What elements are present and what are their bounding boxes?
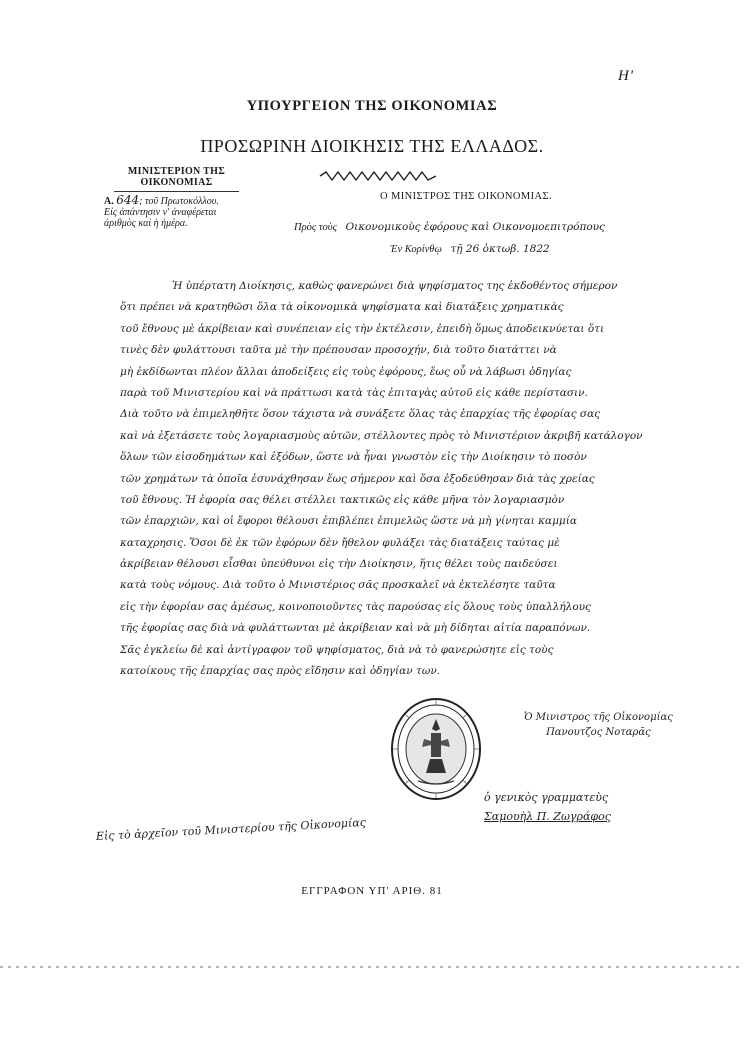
date-handwritten: τῇ 26 ὀκτωβ. 1822 xyxy=(450,243,550,255)
marginal-archive-note: Εἰς τὸ ἀρχεῖον τοῦ Μινιστερίου τῆς Οἰκονομίας xyxy=(95,815,367,843)
official-seal xyxy=(388,695,484,803)
document-caption: ΕΓΓΡΑΦΟΝ ΥΠ' ΑΡΙΘ. 81 xyxy=(301,885,443,897)
minister-heading: Ο ΜΙΝΙΣΤΡΟΣ ΤΗΣ ΟΙΚΟΝΟΜΙΑΣ. xyxy=(380,191,552,202)
reply-note-line-1: Εἰς ἀπάντησιν ν' ἀναφέρεται xyxy=(104,207,217,218)
ministry-stamp-block xyxy=(104,166,249,229)
ministry-header: ΥΠΟΥΡΓΕΙΟΝ ΤΗΣ ΟΙΚΟΝΟΜΙΑΣ xyxy=(246,98,498,114)
title-ornament-divider xyxy=(318,170,438,182)
addressee-line xyxy=(294,221,654,233)
letter-line: καὶ νὰ ἐξετάσετε τοὺς λογαριασμοὺς αὐτῶν, στέλλοντες πρὸς τὸ Μινιστέριον ἀκριβῆ κατάλογον xyxy=(120,429,643,442)
letter-line: Ἡ ὑπέρτατη Διοίκησις, καθὼς φανερώνει διὰ ψηφίσματος της ἐκδοθέντος σήμερον xyxy=(172,280,618,292)
page-edge-dashes xyxy=(0,965,744,969)
addressee-handwritten: Οικονομικοὺς ἐφόρους καὶ Οικονομοεπιτρόπους xyxy=(345,221,605,233)
letter-line: ὅτι πρέπει νὰ κρατηθῶσι ὅλα τὰ οἰκονομικὰ ψηφίσματα καὶ διατάξεις χρηματικὰς xyxy=(120,301,564,314)
closing-block xyxy=(524,710,673,740)
secretary-signature xyxy=(484,788,611,826)
protocol-number-label: Α. xyxy=(104,196,114,207)
letter-line: κατοίκους τῆς ἐπαρχίας σας πρὸς εἴδησιν καὶ ὁδηγίαν των. xyxy=(120,665,441,678)
page-number: Η' xyxy=(617,68,634,84)
signature-title: ὁ γενικὸς γραμματεὺς xyxy=(484,791,609,804)
letter-line: καταχρησις. Ὅσοι δὲ ἐκ τῶν ἐφόρων δὲν ἤθελον φυλάξει τὰς διατάξεις ταύτας μὲ xyxy=(120,536,560,549)
stamp-ministry-line-2: ΟΙΚΟΝΟΜΙΑΣ xyxy=(140,177,213,188)
protocol-number-row xyxy=(104,195,249,207)
letter-line: τινὲς δὲν φυλάττουσι ταῦτα μὲ τὴν πρέπουσαν προσοχήν, διὰ τοῦτο διατάττει νὰ xyxy=(120,344,557,357)
letter-line: τῆς ἐφορίας σας διὰ νὰ φυλάττωνται μὲ ἀκρίβειαν καὶ νὰ μὴ δίδηται αἰτία παραπόνων. xyxy=(120,622,591,635)
place-label: Ἐν Κορίνθῳ xyxy=(390,244,442,255)
protocol-number-value: 644 xyxy=(116,193,140,207)
letter-line: Σᾶς ἐγκλείω δὲ καὶ ἀντίγραφον τοῦ ψηφίσματος, διὰ νὰ τὸ φανερώσητε εἰς τοὺς xyxy=(120,643,554,656)
signature-name: Σαμουὴλ Π. Ζωγράφος xyxy=(484,810,611,823)
letter-line: Διὰ τοῦτο νὰ ἐπιμεληθῆτε ὅσον τάχιστα νὰ συνάξετε ὅλας τὰς ἐπαρχίας τῆς ἐφορίας σας xyxy=(120,408,601,421)
letter-line: μὴ ἐκδίδωνται πλέον ἄλλαι ἀποδείξεις εἰς τοὺς ἐφόρους, ἕως οὗ νὰ λάβωσι ὁδηγίας xyxy=(120,365,572,378)
dateline xyxy=(390,243,550,255)
stamp-divider xyxy=(114,191,239,192)
letter-line: τοῦ ἔθνους. Ἡ ἐφορία σας θέλει στέλλει τακτικῶς εἰς κάθε μῆνα τὸν λογαριασμὸν xyxy=(120,493,565,506)
addressee-label: Πρὸς τοὺς xyxy=(294,222,337,233)
letter-line: τῶν χρημάτων τὰ ὁποῖα ἐσυνάχθησαν ἕως σήμερον καὶ ὅσα ἐξοδεύθησαν διὰ τὰς χρείας xyxy=(120,472,595,485)
handwritten-letter-body xyxy=(120,276,660,682)
letter-line: εἰς τὴν ἐφορίαν σας ἀμέσως, κοινοποιοῦντες τὰς παρούσας εἰς ὅλους τοὺς ὑπαλλήλους xyxy=(120,600,591,613)
letter-line: ἀκρίβειαν θέλουσι εἶσθαι ὑπεύθυνοι εἰς τὴν Διοίκησιν, ἥτις θέλει τοὺς παιδεύσει xyxy=(120,558,558,571)
letter-line: τοῦ ἔθνους μὲ ἀκρίβειαν καὶ συνέπειαν εἰς τὴν ἐκτέλεσιν, ἐπειδὴ ὅμως ἀποδεικνύεται ὅτι xyxy=(120,322,605,335)
stamp-ministry-line-1: ΜΙΝΙΣΤΕΡΙΟΝ ΤΗΣ xyxy=(127,166,226,177)
closing-title: Ὁ Μινιστρος τῆς Οἰκονομίας xyxy=(524,712,673,723)
reply-note-line-2: ἀριθμὸς καὶ ἡ ἡμέρα. xyxy=(104,218,188,229)
closing-name: Πανουτζος Νοταρᾶς xyxy=(546,727,651,738)
government-title: ΠΡΟΣΩΡΙΝΗ ΔΙΟΙΚΗΣΙΣ ΤΗΣ ΕΛΛΑΔΟΣ. xyxy=(200,136,544,156)
letter-line: τῶν ἐπαρχιῶν, καὶ οἱ ἔφοροι θέλουσι ἐπιβλέπει ἐπιμελῶς ὥστε νὰ μὴ γίνηται καμμία xyxy=(120,515,577,528)
letter-line: ὅλων τῶν εἰσοδημάτων καὶ ἐξόδων, ὥστε νὰ ἦναι γνωστὸν εἰς τὴν Διοίκησιν τὸ ποσὸν xyxy=(120,451,587,464)
protocol-number-suffix: ; τοῦ Πρωτοκόλλου. xyxy=(139,196,219,207)
letter-line: παρὰ τοῦ Μινιστερίου καὶ νὰ πράττωσι κατὰ τὰς ἐπιταγὰς αὐτοῦ εἰς κάθε περίστασιν. xyxy=(120,386,588,399)
letter-line: κατὰ τοὺς νόμους. Διὰ τοῦτο ὁ Μινιστέριος σᾶς προσκαλεῖ νὰ ἐκτελέσητε ταῦτα xyxy=(120,579,556,592)
